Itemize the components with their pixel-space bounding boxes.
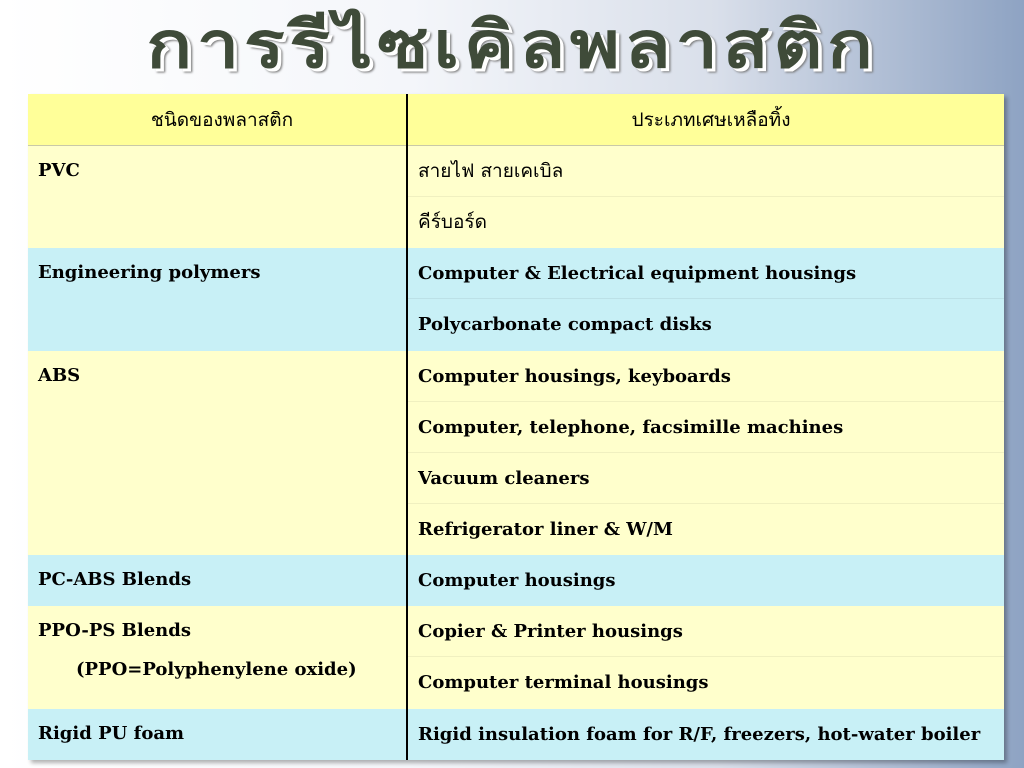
waste-item: Refrigerator liner & W/M: [418, 518, 673, 540]
plastic-type-cell: [28, 709, 407, 760]
waste-item: Polycarbonate compact disks: [418, 314, 712, 336]
table-header-row: [28, 94, 1004, 146]
table-row-ppo-ps-blends: [28, 606, 1004, 708]
waste-items-cell: [407, 351, 1004, 556]
waste-item: สายไฟ สายเคเบิล: [408, 146, 1004, 197]
plastic-type-cell: [28, 146, 407, 249]
waste-item: Computer housings: [418, 570, 616, 592]
waste-items-cell: [407, 555, 1004, 606]
recycling-table-container: [28, 94, 1004, 760]
plastic-type-name: Engineering polymers: [38, 262, 261, 284]
waste-item: Vacuum cleaners: [408, 453, 1004, 504]
waste-item: Computer, telephone, facsimille machines: [408, 402, 1004, 453]
slide-title: การรีไซเคิลพลาสติก: [146, 8, 878, 83]
waste-item: Computer housings, keyboards: [408, 351, 1004, 402]
table-row-pvc: [28, 146, 1004, 249]
plastic-type-name: Rigid PU foam: [38, 722, 185, 744]
header-plastic-type: ชนิดของพลาสติก: [28, 94, 407, 146]
waste-item: คีร์บอร์ด: [418, 211, 487, 233]
plastic-type-name: PVC: [38, 160, 80, 181]
plastic-type-cell: [28, 248, 407, 350]
waste-item: Computer & Electrical equipment housings: [408, 248, 1004, 299]
waste-items-cell: [407, 146, 1004, 249]
recycling-table: [28, 94, 1004, 760]
plastic-type-name: PPO-PS Blends: [38, 620, 191, 642]
plastic-type-name: ABS: [38, 364, 81, 386]
waste-items-cell: [407, 709, 1004, 760]
plastic-type-cell: [28, 351, 407, 556]
waste-items-cell: [407, 248, 1004, 350]
plastic-type-name: PC-ABS Blends: [38, 569, 192, 591]
plastic-type-note: (PPO=Polyphenylene oxide): [76, 659, 357, 681]
table-row-engineering-polymers: [28, 248, 1004, 350]
table-row-rigid-pu-foam: [28, 709, 1004, 760]
plastic-type-cell: [28, 606, 407, 708]
plastic-type-cell: [28, 555, 407, 606]
header-waste-type: ประเภทเศษเหลือทิ้ง: [407, 94, 1004, 146]
waste-items-cell: [407, 606, 1004, 708]
waste-item: Rigid insulation foam for R/F, freezers, hot-water boiler: [418, 723, 981, 745]
waste-item: Computer terminal housings: [418, 672, 709, 694]
table-row-abs: [28, 351, 1004, 556]
waste-item: Copier & Printer housings: [408, 606, 1004, 657]
table-row-pc-abs-blends: [28, 555, 1004, 606]
